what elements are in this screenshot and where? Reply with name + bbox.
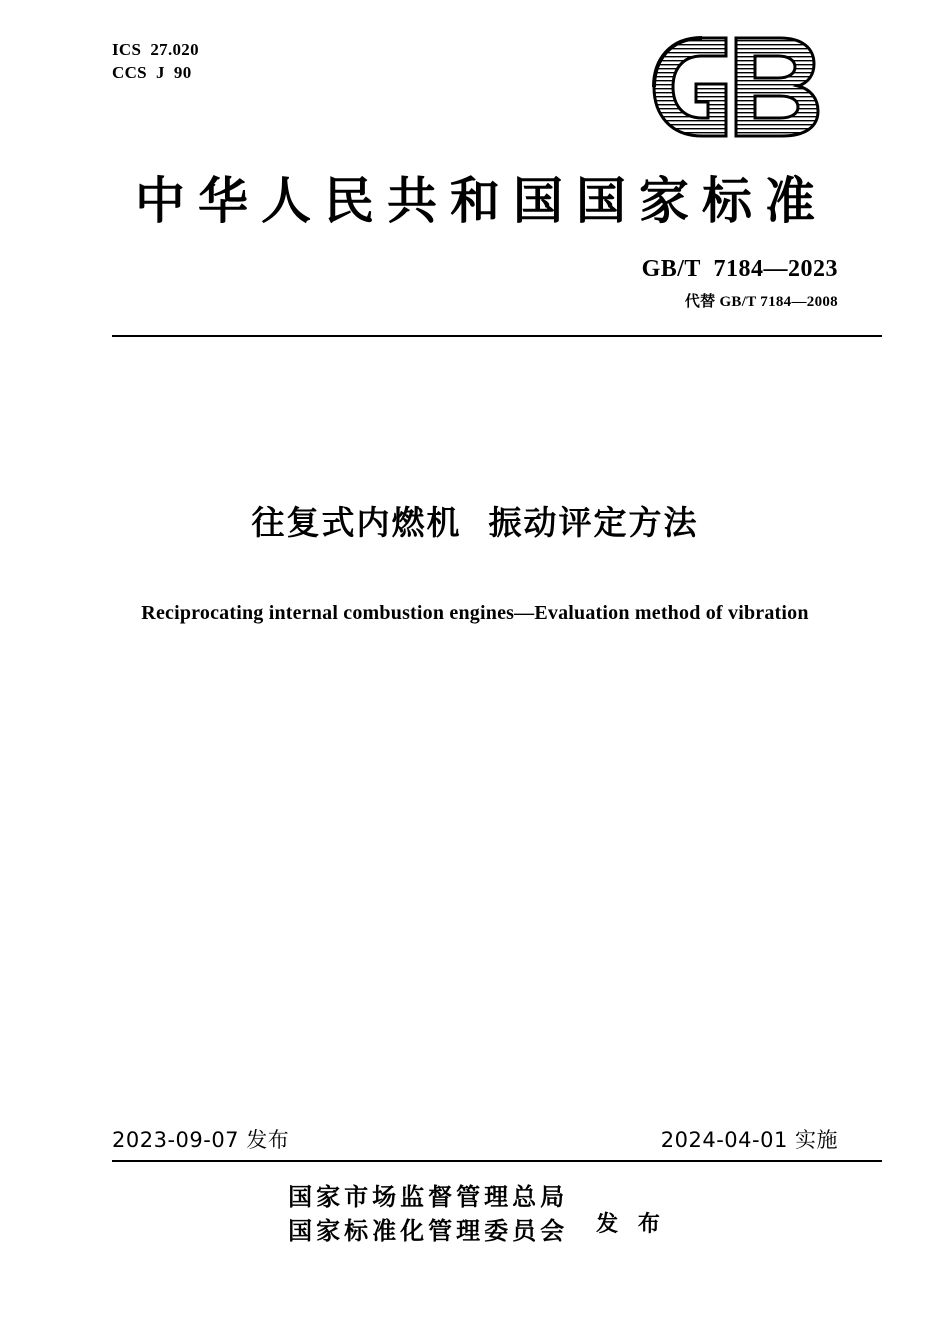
issuer-line-1: 国家市场监督管理总局 — [288, 1182, 569, 1211]
issue-date: 2023-09-07 发布 — [112, 1128, 290, 1152]
document-title-chinese: 往复式内燃机 振动评定方法 — [251, 503, 699, 542]
standard-replaces: 代替 GB/T 7184—2008 — [684, 294, 838, 310]
ccs-code: CCS J 90 — [112, 63, 192, 82]
effective-date: 2024-04-01 实施 — [660, 1128, 838, 1152]
standard-number: GB/T 7184—2023 — [641, 256, 838, 282]
issuer-names — [284, 1180, 568, 1248]
header-divider — [112, 335, 882, 337]
issuer-line-2: 国家标准化管理委员会 — [288, 1216, 569, 1245]
ics-code: ICS 27.020 — [112, 40, 199, 59]
footer-divider — [112, 1160, 882, 1162]
document-title-english: Reciprocating internal combustion engines—Evaluation method of vibration — [141, 602, 809, 624]
issuer-block — [0, 1180, 950, 1248]
classification-block — [112, 38, 199, 84]
publish-label: 发 布 — [596, 1210, 666, 1237]
gb-emblem-icon — [640, 28, 840, 146]
page-title: 中华人民共和国国家标准 — [135, 171, 828, 230]
